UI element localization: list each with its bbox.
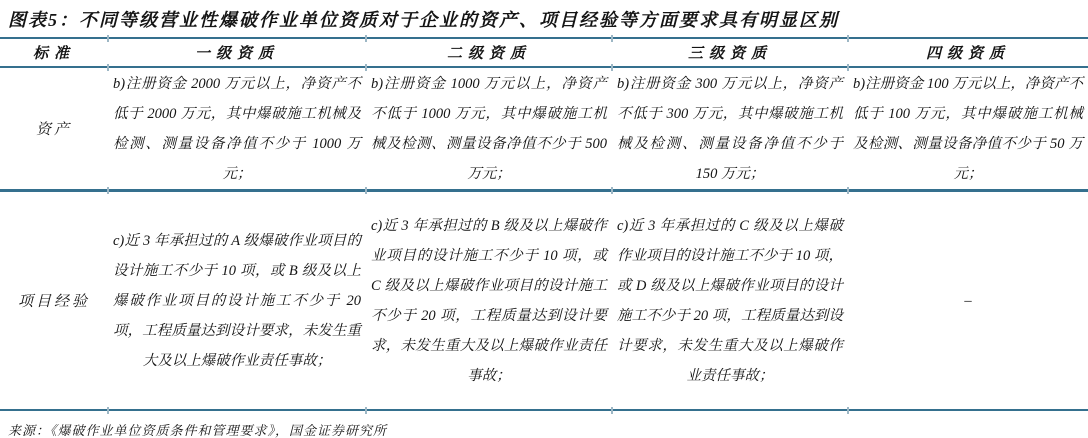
row-label-assets: 资产 [35,122,72,138]
assets-grade-2-cell [366,68,612,189]
project-grade-2-text: c)近 3 年承担过的 B 级及以上爆破作业项目的设计施工不少于 10 项，或 C 级及以上爆破作业项目的设计施工不少于 20 项，工程质量达到设计要求，未发生重大及以上爆破作业责任事故； [371,217,607,384]
assets-grade-3-text: b)注册资金 300 万元以上，净资产不低于 300 万元，其中爆破施工机械及检测、测量设备净值不少于 150 万元； [617,75,843,182]
source-note: 来源：《爆破作业单位资质条件和管理要求》，国金证券研究所 [8,423,388,438]
header-grade-3: 三级资质 [687,46,772,62]
assets-grade-1-text: b)注册资金 2000 万元以上，净资产不低于 2000 万元，其中爆破施工机械及检测、测量设备净值不少于 1000 万元； [113,75,361,182]
table-top-rule [0,37,1088,39]
project-grade-1-cell [108,192,366,409]
assets-grade-4-cell [848,68,1088,189]
column-divider-tick [611,407,613,414]
header-grade-1: 一级资质 [194,46,279,62]
column-divider-tick [847,407,849,414]
project-grade-4-dash: – [964,292,972,309]
assets-grade-3-cell [612,68,848,189]
column-divider-tick [611,64,613,71]
assets-grade-1-cell [108,68,366,189]
project-grade-2-cell [366,192,612,409]
column-divider-tick [847,64,849,71]
table-row-assets [0,68,1088,189]
column-divider-tick [611,35,613,42]
column-divider-tick [365,187,367,194]
column-divider-tick [847,187,849,194]
figure-title: 图表5：不同等级营业性爆破作业单位资质对于企业的资产、项目经验等方面要求具有明显区别 [8,10,839,30]
project-grade-3-text: c)近 3 年承担过的 C 级及以上爆破作业项目的设计施工不少于 10 项，或 D 级及以上爆破作业项目的设计施工不少于 20 项，工程质量达到设计要求，未发生重大及以上爆破作业责任事故； [617,217,843,384]
column-divider-tick [107,407,109,414]
row-divider-rule [0,189,1088,192]
column-divider-tick [365,64,367,71]
assets-grade-2-text: b)注册资金 1000 万元以上，净资产不低于 1000 万元，其中爆破施工机械及检测、测量设备净值不少于 500 万元； [371,75,607,182]
column-divider-tick [611,187,613,194]
qualification-table [0,37,1088,411]
column-divider-tick [107,64,109,71]
assets-grade-4-text: b)注册资金 100 万元以上，净资产不低于 100 万元，其中爆破施工机械及检测、测量设备净值不少于 50 万元； [853,75,1083,182]
header-standard: 标准 [32,46,75,62]
table-row-project-experience [0,192,1088,409]
column-divider-tick [365,35,367,42]
column-divider-tick [365,407,367,414]
column-divider-tick [107,187,109,194]
column-divider-tick [107,35,109,42]
project-grade-4-cell [848,192,1088,409]
header-bottom-rule [0,66,1088,68]
table-bottom-rule [0,409,1088,411]
project-grade-1-text: c)近 3 年承担过的 A 级爆破作业项目的设计施工不少于 10 项，或 B 级及以上爆破作业项目的设计施工不少于 20 项，工程质量达到设计要求，未发生重大及以上爆破作业责任事故； [113,232,361,369]
column-divider-tick [847,35,849,42]
header-grade-4: 四级资质 [925,46,1010,62]
project-grade-3-cell [612,192,848,409]
header-grade-2: 二级资质 [446,46,531,62]
row-label-project-experience: 项目经验 [17,294,90,310]
table-header-row [0,39,1088,66]
